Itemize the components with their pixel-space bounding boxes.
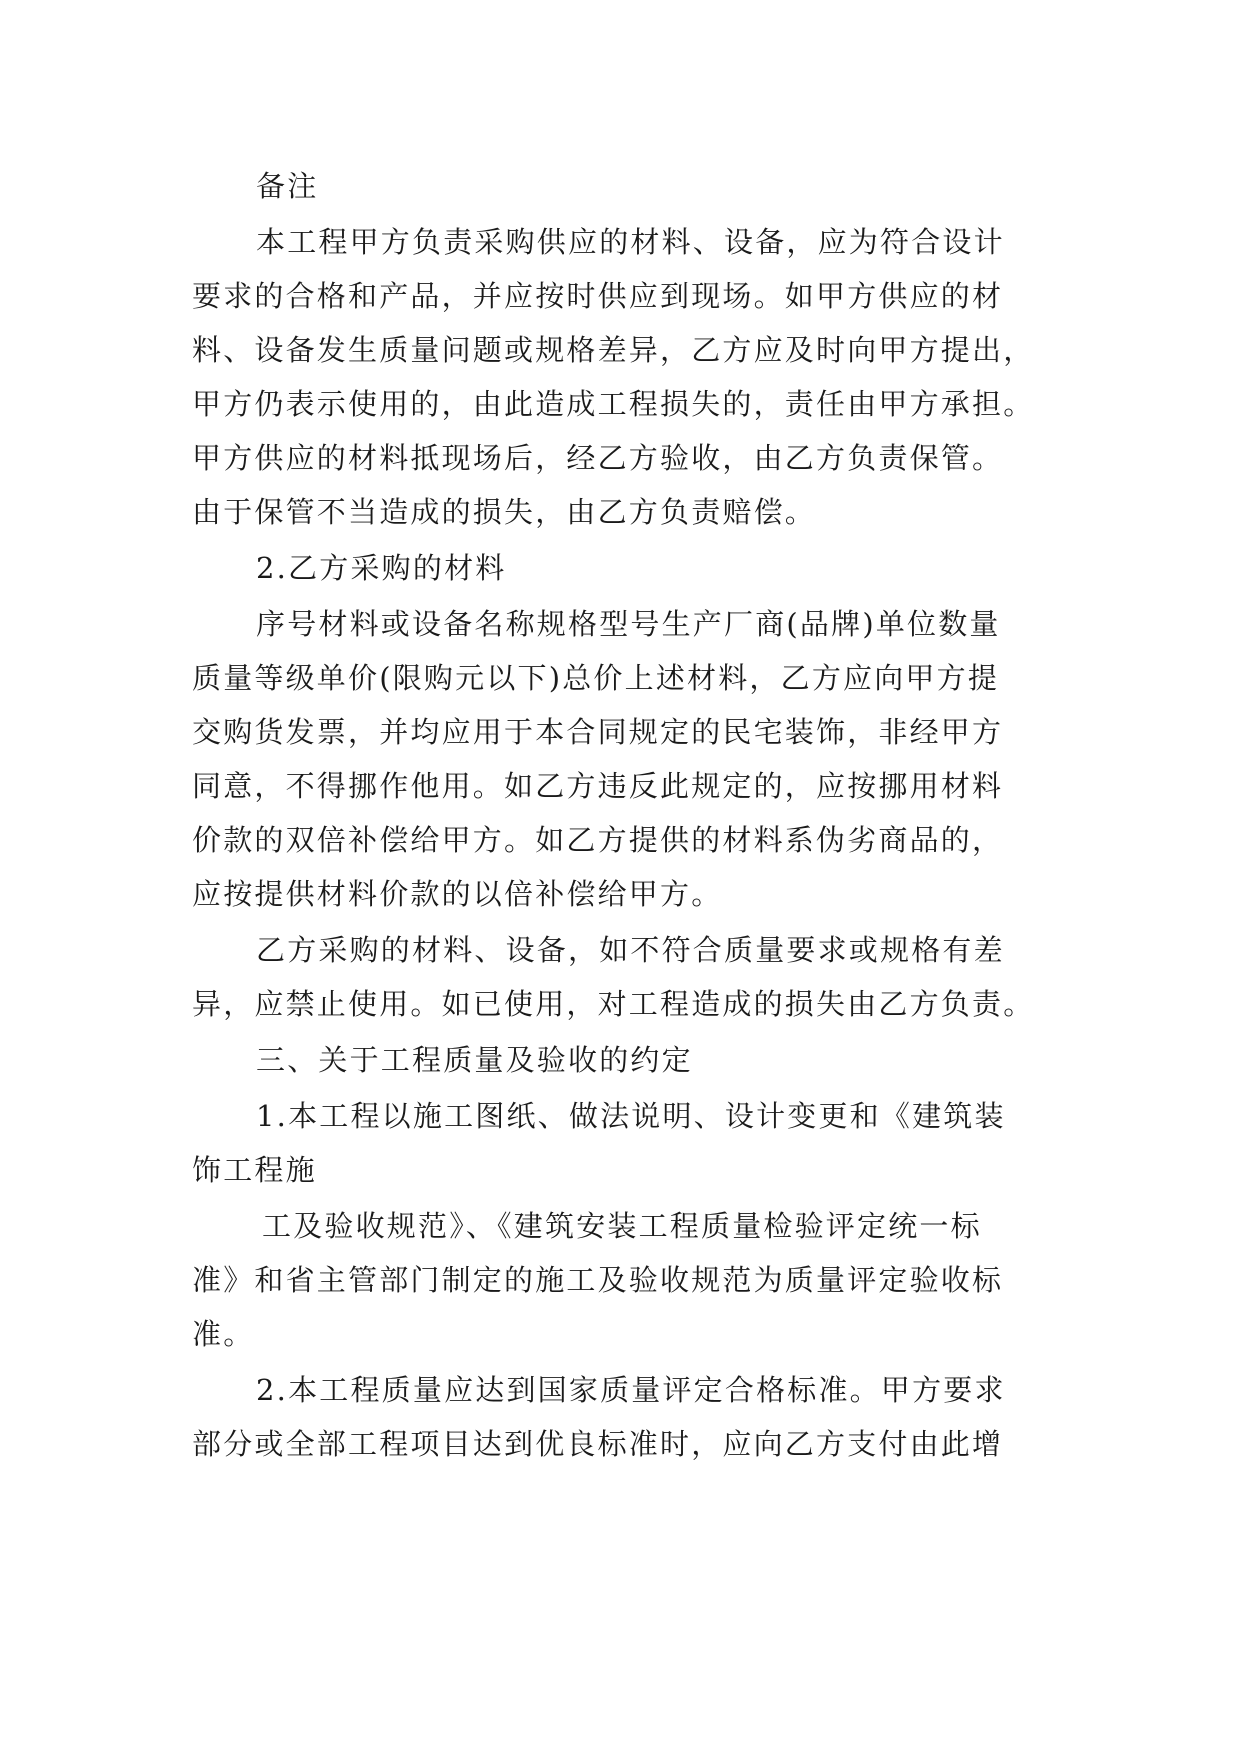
paragraph-line: 2.本工程质量应达到国家质量评定合格标准。甲方要求 — [256, 1373, 1006, 1407]
paragraph-line: 准。 — [192, 1317, 255, 1351]
paragraph-line: 乙方采购的材料、设备，如不符合质量要求或规格有差 — [256, 933, 1005, 967]
paragraph-line: 同意，不得挪作他用。如乙方违反此规定的，应按挪用材料 — [192, 769, 1004, 803]
paragraph-line: 饰工程施 — [192, 1153, 317, 1187]
paragraph-line: 要求的合格和产品，并应按时供应到现场。如甲方供应的材 — [192, 279, 1004, 313]
paragraph-line: 甲方仍表示使用的，由此造成工程损失的，责任由甲方承担。 — [192, 387, 1035, 421]
section-heading: 2.乙方采购的材料 — [256, 551, 507, 585]
paragraph-line: 价款的双倍补偿给甲方。如乙方提供的材料系伪劣商品的， — [192, 823, 1004, 857]
paragraph-line: 质量等级单价(限购元以下)总价上述材料，乙方应向甲方提 — [192, 661, 1000, 695]
paragraph-line: 工及验收规范》、《建筑安装工程质量检验评定统一标 — [262, 1209, 982, 1243]
paragraph-line: 应按提供材料价款的以倍补偿给甲方。 — [192, 877, 723, 911]
paragraph-line: 部分或全部工程项目达到优良标准时，应向乙方支付由此增 — [192, 1427, 1004, 1461]
paragraph-line: 序号材料或设备名称规格型号生产厂商(品牌)单位数量 — [256, 607, 1001, 641]
paragraph-line: 准》和省主管部门制定的施工及验收规范为质量评定验收标 — [192, 1263, 1004, 1297]
paragraph-line: 本工程甲方负责采购供应的材料、设备，应为符合设计 — [256, 225, 1005, 259]
paragraph-line: 异，应禁止使用。如已使用，对工程造成的损失由乙方负责。 — [192, 987, 1035, 1021]
section-heading: 三、关于工程质量及验收的约定 — [256, 1043, 693, 1077]
paragraph-line: 由于保管不当造成的损失，由乙方负责赔偿。 — [192, 495, 817, 529]
paragraph-line: 1.本工程以施工图纸、做法说明、设计变更和《建筑装 — [256, 1099, 1006, 1133]
paragraph-line: 甲方供应的材料抵现场后，经乙方验收，由乙方负责保管。 — [192, 441, 1004, 475]
paragraph-line: 料、设备发生质量问题或规格差异，乙方应及时向甲方提出， — [192, 333, 1035, 367]
remark-heading: 备注 — [256, 169, 319, 203]
paragraph-line: 交购货发票，并均应用于本合同规定的民宅装饰，非经甲方 — [192, 715, 1004, 749]
